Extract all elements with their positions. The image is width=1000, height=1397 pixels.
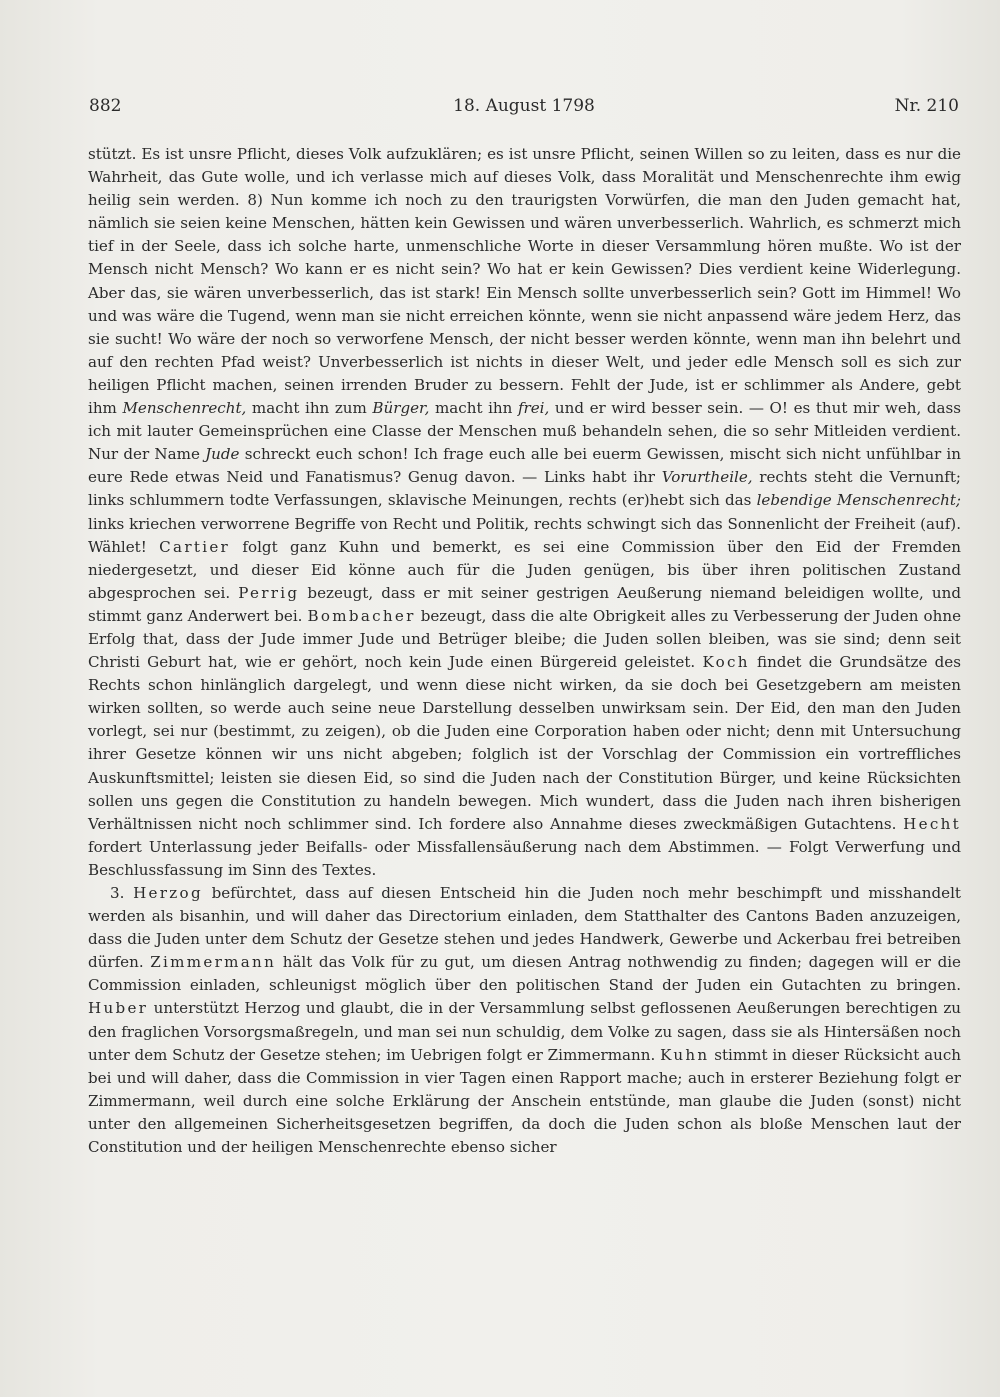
text-run: macht ihn <box>429 399 518 418</box>
emphasis-text: frei, <box>517 399 550 418</box>
speaker-name: Hecht <box>903 814 961 833</box>
speaker-name: Herzog <box>133 884 203 902</box>
text-run: stützt. Es ist unsre Pflicht, dieses Volk aufzuklären; es ist unsre Pflicht, seinen Willen so zu leiten, dass es nur die Wahrheit, das Gute wolle, und ich verlasse mich auf dieses Volk, dass Moralität und Menschenrechte ihm ewig heilig sein werden. 8) Nun komme ich noch zu den traurigsten Vorwürfen, die man den Juden gemacht hat, nämlich sie seien keine Menschen, hätten kein Gewissen und wären unverbesserlich. Wahrlich, es schmerzt mich tief in der Seele, dass ich solche harte, unmenschliche Worte in dieser Versammlung hören mußte. Wo ist der Mensch nicht Mensch? Wo kann er es nicht sein? Wo hat er kein Gewissen? Dies verdient keine Widerlegung. Aber das, sie wären unverbesserlich, das ist stark! Ein Mensch sollte unverbesserlich sein? Gott im Himmel! Wo und was wäre die Tugend, wenn man sie nicht erreichen könnte, wenn sie nicht anpassend wäre jedem Herz, das sie sucht! Wo wäre der noch so verworfene Mensch, der nicht besser werden könnte, wenn man ihn belehrt und auf den rechten Pfad weist? Unverbesserlich ist nichts in dieser Welt, und jeder edle Mensch soll es sich zur heiligen Pflicht machen, seinen irrenden Bruder zu bessern. Fehlt der Jude, ist er schlimmer als Andere, gebt ihm <box>88 145 961 418</box>
body-text <box>88 143 961 1159</box>
text-run: links kriechen verworrene Begriffe von Recht und Politik, rechts schwingt sich das Sonnenlicht der Freiheit (auf). Wählet! <box>88 514 961 556</box>
text-run: bezeugt, dass er mit seiner gestrigen Aeußerung niemand beleidigen wollte, und stimmt ganz Anderwert bei. <box>88 583 961 625</box>
text-run: fordert Unterlassung jeder Beifalls- oder Missfallensäußerung nach dem Abstimmen. — Folgt Verwerfung und Beschlussfassung im Sinn des Textes. <box>88 837 961 879</box>
text-run: schreckt euch schon! Ich frage euch alle bei euerm Gewissen, mischt sich nicht unfühlbar in eure Rede etwas Neid und Fanatismus? Genug davon. — Links habt ihr <box>88 445 961 487</box>
text-run: 3. <box>110 884 134 902</box>
emphasis-text: lebendige Menschenrecht; <box>756 491 961 510</box>
speaker-name: Kuhn <box>660 1045 710 1064</box>
speaker-name: Perrig <box>238 583 300 602</box>
text-run: bezeugt, dass die alte Obrigkeit alles zu Verbesserung der Juden ohne Erfolg that, dass der Jude immer Jude und Betrüger bleibe; die Juden sollen bleiben, was sie sind; denn seit Christi Geburt hat, wie er gehört, noch kein Jude einen Bürgereid geleistet. <box>88 606 962 672</box>
emphasis-text: Jude <box>205 445 240 464</box>
text-run: unterstützt Herzog und glaubt, die in der Versammlung selbst geflossenen Aeußerungen berechtigen zu den fraglichen Vorsorgsmaßregeln, und man sei nun schuldig, dem Volke zu sagen, dass sie als Hintersäßen noch unter dem Schutz der Gesetze stehen; im Uebrigen folgt er Zimmermann. <box>88 999 961 1064</box>
text-run: hält das Volk für zu gut, um diesen Antrag nothwendig zu finden; dagegen will er die Commission einladen, schleunigst möglich über den politischen Stand der Juden ein Gutachten zu bringen. <box>88 953 961 995</box>
document-number: Nr. 210 <box>894 96 959 116</box>
emphasis-text: Bürger, <box>372 399 430 418</box>
emphasis-text: Vorurtheile, <box>661 468 753 487</box>
paragraph-debate-speech <box>88 143 961 882</box>
speaker-name: Huber <box>88 999 149 1018</box>
text-run: und er wird besser sein. — O! es thut mir weh, dass ich mit lauter Gemeinsprüchen eine Classe der Menschen muß behandeln sehen, die so sehr Mitleiden verdient. Nur der Name <box>88 399 961 464</box>
page-number: 882 <box>89 96 122 116</box>
emphasis-text: Menschenrecht, <box>122 399 247 418</box>
text-run: stimmt in dieser Rücksicht auch bei und will daher, dass die Commission in vier Tagen einen Rapport mache; auch in ersterer Beziehung folgt er Zimmermann, weil durch eine solche Erklärung der Anschein entstünde, man glaube die Juden (sonst) nicht unter den allgemeinen Sicherheitsgesetzen begriffen, da doch die Juden schon als bloße Menschen laut der Constitution und der heiligen Menschenrechte ebenso sicher <box>88 1045 961 1157</box>
text-run: rechts steht die Vernunft; links schlummern todte Verfassungen, sklavische Meinungen, rechts (er)hebt sich das <box>88 468 961 510</box>
header-date: 18. August 1798 <box>453 96 595 116</box>
paragraph-item-3 <box>88 882 961 1159</box>
text-run: befürchtet, dass auf diesen Entscheid hin die Juden noch mehr beschimpft und misshandelt werden als bisanhin, und will daher das Directorium einladen, dem Statthalter des Cantons Baden anzuzeigen, dass die Juden unter dem Schutz der Gesetze stehen und jedes Handwerk, Gewerbe und Ackerbau frei betreiben dürfen. <box>88 884 961 972</box>
speaker-name: Zimmermann <box>150 953 277 972</box>
speaker-name: Koch <box>702 653 750 672</box>
running-header <box>89 96 959 122</box>
text-run: macht ihn zum <box>246 399 373 418</box>
speaker-name: Bombacher <box>307 606 416 625</box>
text-run: folgt ganz Kuhn und bemerkt, es sei eine Commission über den Eid der Fremden niedergesetzt, und dieser Eid könne auch für die Juden genügen, bis über ihren politischen Zustand abgesprochen sei. <box>88 537 961 602</box>
text-run: findet die Grundsätze des Rechts schon hinlänglich dargelegt, und wenn diese nicht wirken, da sie doch bei Gesetzgebern am meisten wirken sollten, so werde auch seine neue Darstellung desselben unwirksam sein. Der Eid, den man den Juden vorlegt, sei nur (bestimmt, zu zeigen), ob die Juden eine Corporation haben oder nicht; denn mit Untersuchung ihrer Gesetze können wir uns nicht abgeben; folglich ist der Vorschlag der Commission ein vortreffliches Auskunftsmittel; leisten sie diesen Eid, so sind die Juden nach der Constitution Bürger, und keine Rücksichten sollen uns gegen die Constitution zu handeln bewegen. Mich wundert, dass die Juden nach ihren bisherigen Verhältnissen nicht noch schlimmer sind. Ich fordere also Annahme dieses zweckmäßigen Gutachtens. <box>88 653 961 833</box>
speaker-name: Cartier <box>159 537 231 556</box>
